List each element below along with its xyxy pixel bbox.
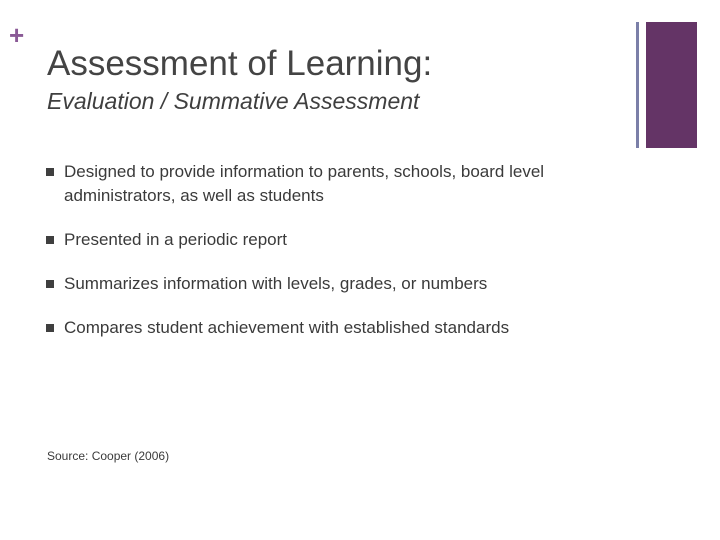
bullet-text: Summarizes information with levels, grades, or numbers bbox=[64, 274, 488, 293]
bullet-list bbox=[46, 160, 616, 360]
plus-icon: + bbox=[9, 20, 25, 50]
bullet-item bbox=[46, 272, 616, 296]
bullet-item bbox=[46, 228, 616, 252]
decorative-bar-block bbox=[646, 22, 697, 148]
square-bullet-icon bbox=[46, 280, 54, 288]
slide-subtitle: Evaluation / Summative Assessment bbox=[47, 88, 420, 114]
source-citation: Source: Cooper (2006) bbox=[47, 449, 170, 463]
bullet-text: Compares student achievement with established standards bbox=[64, 318, 510, 337]
square-bullet-icon bbox=[46, 324, 54, 332]
slide-title: Assessment of Learning: bbox=[47, 44, 433, 83]
bullet-text: Presented in a periodic report bbox=[64, 230, 288, 249]
bullet-item bbox=[46, 160, 616, 208]
bullet-text: Designed to provide information to parents, schools, board level administrators, as well as students bbox=[64, 162, 545, 205]
square-bullet-icon bbox=[46, 168, 54, 176]
decorative-bar-thin bbox=[636, 22, 639, 148]
square-bullet-icon bbox=[46, 236, 54, 244]
bullet-item bbox=[46, 316, 616, 340]
